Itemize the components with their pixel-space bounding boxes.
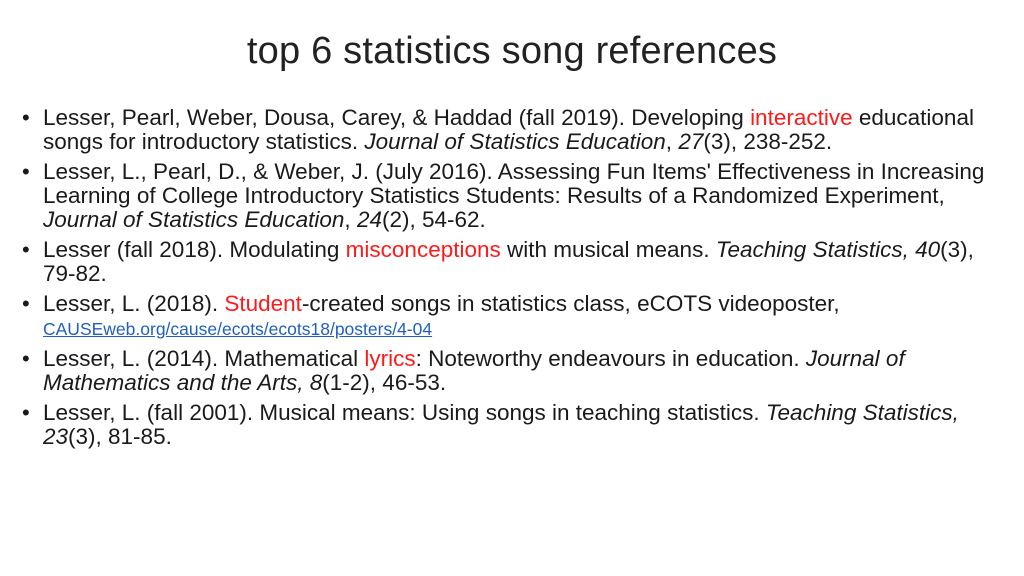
journal-title: Journal of Statistics Education [364,129,666,154]
reference-text: (3), 81-85. [68,424,172,449]
reference-item [22,401,1007,449]
highlighted-keyword: Student [224,291,302,316]
bullet-icon: • [22,105,30,130]
reference-item [22,160,1007,232]
bullet-icon: • [22,237,30,262]
journal-title: Teaching Statistics, 23 [43,400,959,449]
reference-text: Lesser, Pearl, Weber, Dousa, Carey, & Haddad (fall 2019). Developing [43,105,751,130]
highlighted-keyword: misconceptions [345,237,501,262]
reference-item [22,347,1007,395]
reference-text: -created songs in statistics class, eCOTS videoposter, [301,291,840,316]
reference-text: with musical means. [500,237,716,262]
reference-link[interactable]: CAUSEweb.org/cause/ecots/ecots18/posters/4-04 [43,319,433,339]
reference-text: , [665,129,679,154]
reference-text: educational songs for introductory statistics. [43,105,974,154]
reference-text: (3), 79-82. [43,237,974,286]
journal-volume: 24 [356,207,382,232]
reference-text: Lesser, L. (fall 2001). Musical means: Using songs in teaching statistics. [43,400,766,425]
reference-text: (2), 54-62. [381,207,486,232]
reference-item [22,292,1007,341]
journal-title: Journal of Statistics Education [43,207,345,232]
reference-text: (1-2), 46-53. [322,370,447,395]
reference-text: : Noteworthy endeavours in education. [415,346,806,371]
bullet-icon: • [22,291,30,316]
journal-title: Teaching Statistics, 40 [715,237,941,262]
reference-text: , [344,207,357,232]
reference-item [22,238,1007,286]
reference-text: (3), 238-252. [703,129,833,154]
highlighted-keyword: lyrics [364,346,416,371]
bullet-icon: • [22,400,30,425]
journal-volume: 27 [678,129,704,154]
reference-list [22,106,1007,455]
reference-text: Lesser (fall 2018). Modulating [43,237,346,262]
reference-text: Lesser, L. (2018). [43,291,225,316]
bullet-icon: • [22,159,30,184]
journal-title: Journal of Mathematics and the Arts, 8 [43,346,905,395]
reference-item [22,106,1007,154]
reference-text: Lesser, L. (2014). Mathematical [43,346,365,371]
reference-text: Lesser, L., Pearl, D., & Weber, J. (July 2016). Assessing Fun Items' Effectiveness in Increasing Learning of College Introductory Statistics Students: Results of a Randomized Experiment, [43,159,985,208]
bullet-icon: • [22,346,30,371]
slide-title: top 6 statistics song references [246,30,778,72]
highlighted-keyword: interactive [750,105,853,130]
